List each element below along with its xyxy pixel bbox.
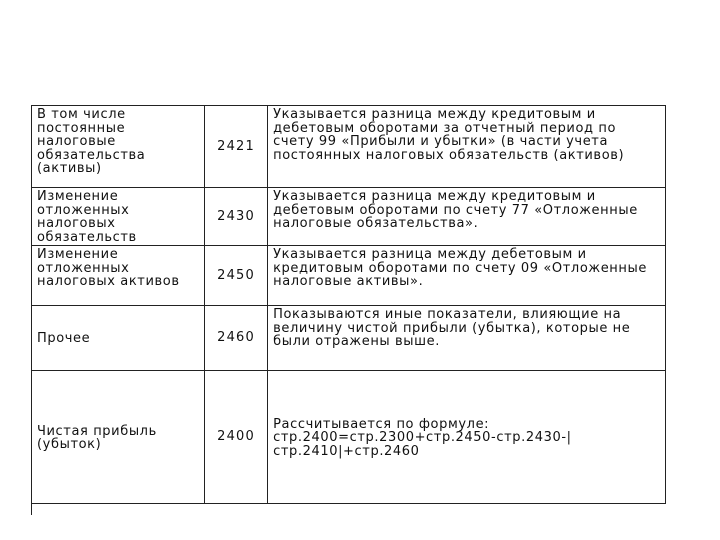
table-row xyxy=(32,106,666,188)
report-lines-table xyxy=(31,105,666,504)
row-line-code: 2450 xyxy=(205,246,268,306)
row-description: Рассчитывается по формуле: стр.2400=стр.2300+стр.2450-стр.2430-|стр.2410|+стр.2460 xyxy=(268,371,666,504)
row-indicator-name: Чистая прибыль (убыток) xyxy=(32,371,205,504)
table-row xyxy=(32,371,666,504)
row-indicator-name: В том числе постоянные налоговые обязательства (активы) xyxy=(32,106,205,188)
row-indicator-name: Прочее xyxy=(32,306,205,371)
table-row xyxy=(32,246,666,306)
row-description: Указывается разница между кредитовым и дебетовым оборотами за отчетный период по счету 99 «Прибыли и убытки» (в части учета постоянных налоговых обязательств (активов) xyxy=(268,106,666,188)
row-indicator-name: Изменение отложенных налоговых активов xyxy=(32,246,205,306)
row-line-code: 2430 xyxy=(205,188,268,246)
table-row xyxy=(32,188,666,246)
row-line-code: 2421 xyxy=(205,106,268,188)
row-line-code: 2460 xyxy=(205,306,268,371)
row-description: Показываются иные показатели, влияющие на величину чистой прибыли (убытка), которые не были отражены выше. xyxy=(268,306,666,371)
row-description: Указывается разница между дебетовым и кредитовым оборотами по счету 09 «Отложенные налоговые активы». xyxy=(268,246,666,306)
table-edge-fragment xyxy=(31,503,32,515)
row-description: Указывается разница между кредитовым и дебетовым оборотами по счету 77 «Отложенные налоговые обязательства». xyxy=(268,188,666,246)
row-line-code: 2400 xyxy=(205,371,268,504)
row-indicator-name: Изменение отложенных налоговых обязательств xyxy=(32,188,205,246)
table-row xyxy=(32,306,666,371)
